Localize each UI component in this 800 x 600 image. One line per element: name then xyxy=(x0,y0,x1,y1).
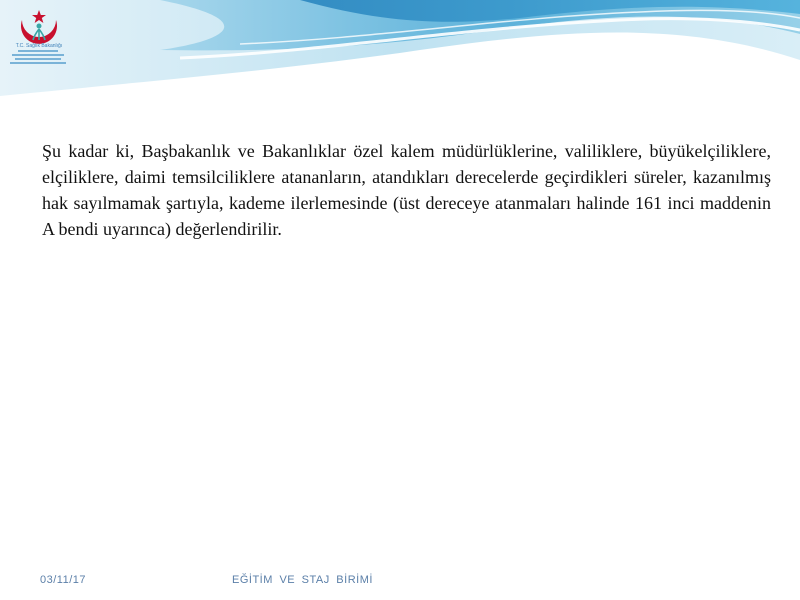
logo-subtext-lines xyxy=(6,50,70,66)
header-wave-decoration xyxy=(0,0,800,110)
footer-unit-name: EĞİTİM VE STAJ BİRİMİ xyxy=(232,574,373,586)
logo-text: T.C. Sağlık Bakanlığı xyxy=(15,43,63,49)
body-paragraph: Şu kadar ki, Başbakanlık ve Bakanlıklar özel kalem müdürlüklerine, valiliklere, büyükelçiliklere, elçiliklere, daimi temsilciliklere atananların, atandıkları derecelerde geçirdikleri süreler, kazanılmış hak sayılmamak şartıyla, kademe ilerlemesinde (üst dereceye atanmaları halinde 161 inci maddenin A bendi uyarınca) değerlendirilir. xyxy=(42,141,771,239)
footer-date: 03/11/17 xyxy=(40,574,87,586)
